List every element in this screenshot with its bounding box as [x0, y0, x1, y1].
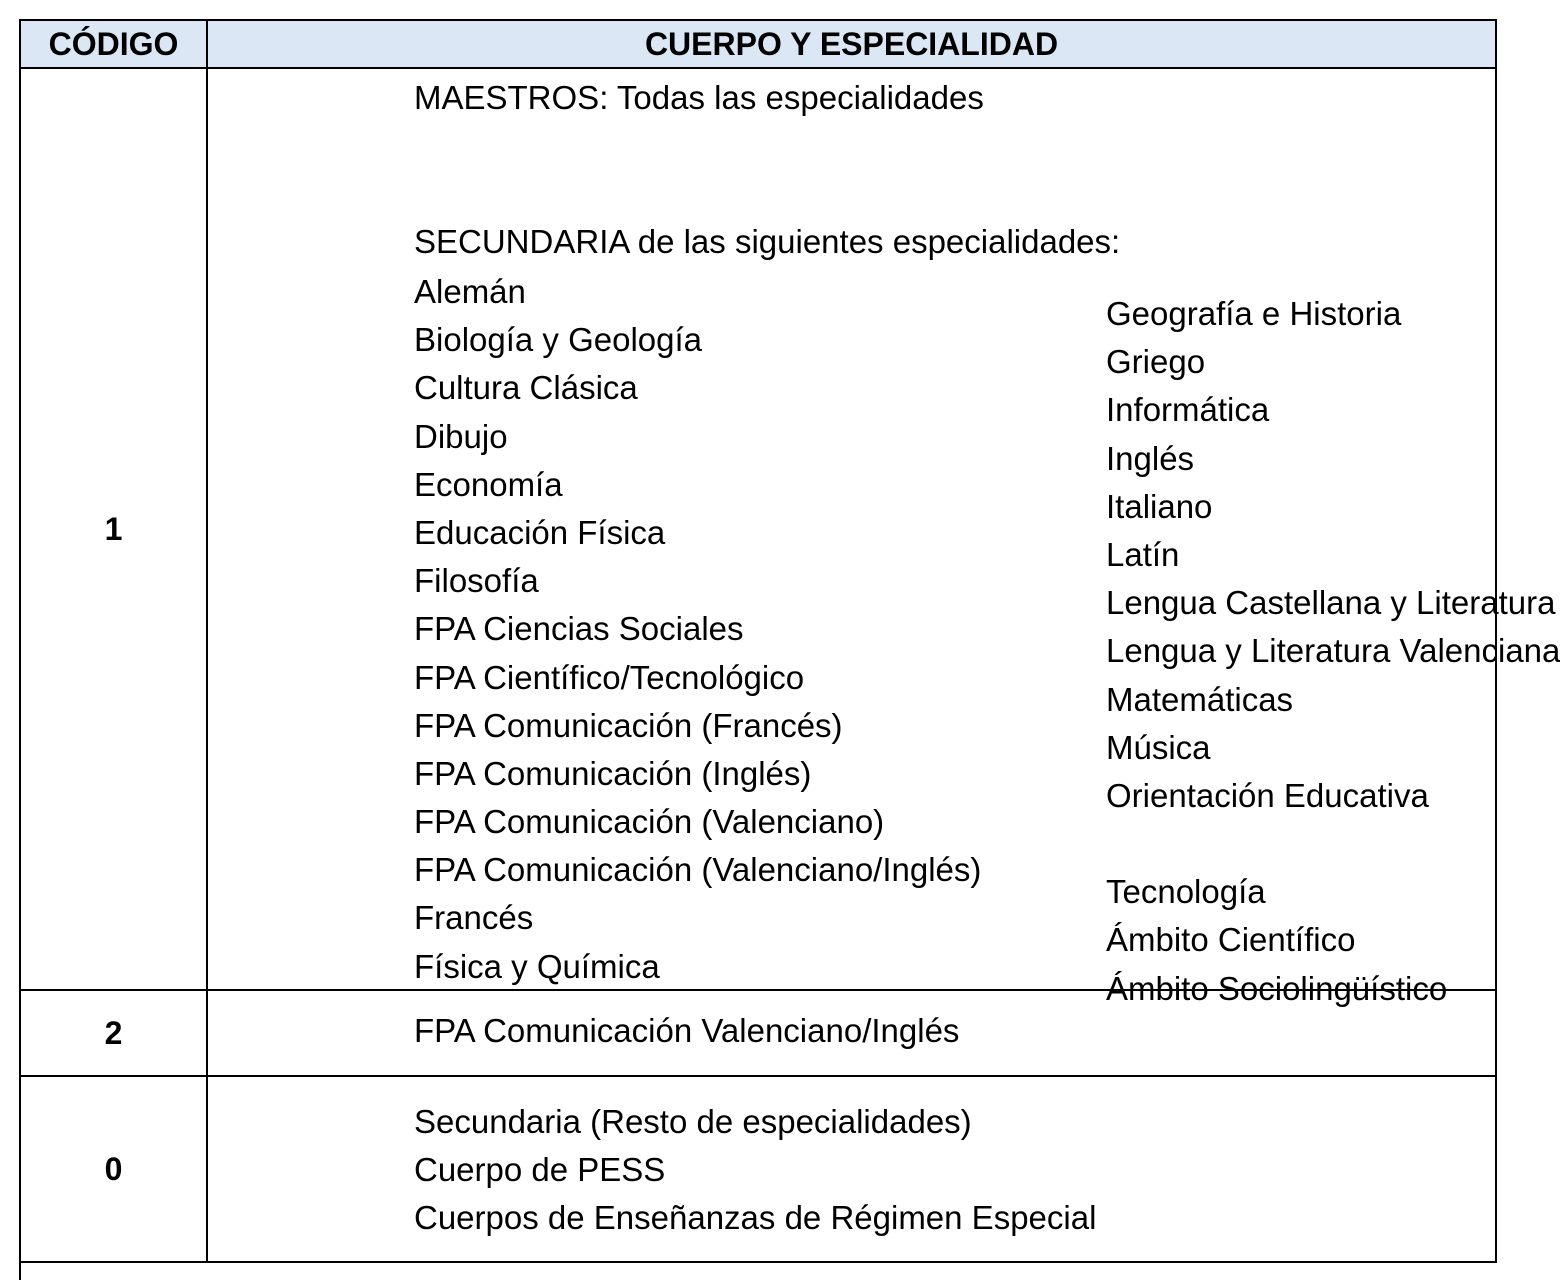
list-item: FPA Ciencias Sociales: [414, 610, 744, 648]
list-item: Italiano: [1106, 487, 1213, 525]
right-specialty-list: [1106, 290, 1560, 1013]
row-lines: [414, 1098, 1096, 1243]
list-item: Economía: [414, 465, 563, 503]
list-item: Orientación Educativa: [1106, 776, 1429, 814]
list-item: FPA Comunicación (Valenciano): [414, 803, 885, 841]
list-item: Inglés: [1106, 439, 1195, 477]
table-header-row: [20, 20, 1496, 68]
list-item: Biología y Geología: [414, 321, 703, 359]
list-item: FPA Comunicación (Francés): [414, 706, 843, 744]
row-text: FPA Comunicación Valenciano/Inglés: [414, 1012, 960, 1049]
list-item: Cultura Clásica: [414, 369, 638, 407]
table-row: [20, 1076, 1496, 1262]
list-item: FPA Científico/Tecnológico: [414, 658, 805, 696]
left-specialty-list: [414, 268, 981, 991]
list-item: Francés: [414, 899, 534, 937]
list-item: FPA Comunicación (Inglés): [414, 754, 812, 792]
list-item: Latín: [1106, 535, 1180, 573]
header-code: CÓDIGO: [20, 20, 207, 68]
secundaria-intro: SECUNDARIA de las siguientes especialidades:: [414, 223, 1121, 260]
list-item: Matemáticas: [1106, 680, 1294, 718]
list-item: Educación Física: [414, 513, 666, 551]
list-item: Filosofía: [414, 562, 539, 600]
list-item: [1106, 820, 1560, 868]
header-body: CUERPO Y ESPECIALIDAD: [207, 20, 1496, 68]
list-item: Geografía e Historia: [1106, 295, 1402, 332]
row-body: [207, 990, 1496, 1076]
table-row: [20, 990, 1496, 1076]
specialties-table: [19, 19, 1560, 1263]
row-code: 1: [20, 68, 207, 990]
table-row: [20, 68, 1496, 990]
list-item: Secundaria (Resto de especialidades): [414, 1103, 972, 1140]
list-item: Tecnología: [1106, 873, 1266, 911]
list-item: Alemán: [414, 273, 526, 310]
row-code: 2: [20, 990, 207, 1076]
list-item: Informática: [1106, 391, 1270, 429]
row-body: [207, 68, 1560, 1007]
list-item: Ámbito Sociolingüístico: [1106, 969, 1448, 1007]
list-item: Griego: [1106, 343, 1206, 381]
list-item: Dibujo: [414, 417, 508, 455]
list-item: Física y Química: [414, 947, 660, 985]
list-item: Lengua Castellana y Literatura: [1106, 584, 1556, 622]
maestros-line: MAESTROS: Todas las especialidades: [414, 79, 984, 116]
trailing-border: [19, 1262, 21, 1280]
list-item: Lengua y Literatura Valenciana: [1106, 632, 1560, 670]
list-item: Cuerpo de PESS: [414, 1151, 666, 1189]
row-code: 0: [20, 1076, 207, 1262]
list-item: Música: [1106, 728, 1211, 766]
list-item: FPA Comunicación (Valenciano/Inglés): [414, 851, 982, 889]
list-item: Ámbito Científico: [1106, 921, 1356, 959]
row-body: [207, 1076, 1496, 1262]
list-item: Cuerpos de Enseñanzas de Régimen Especial: [414, 1199, 1097, 1237]
